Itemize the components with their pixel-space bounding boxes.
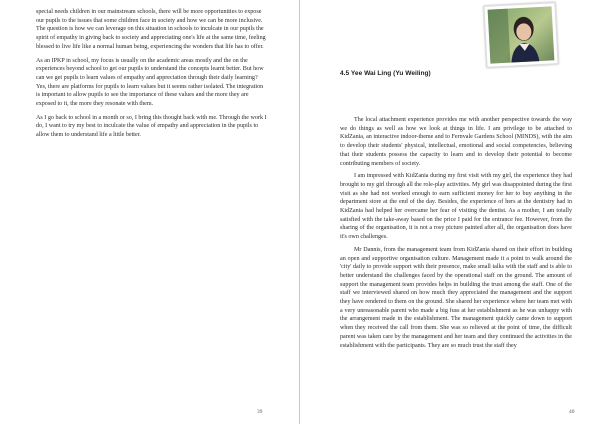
section-heading: 4.5 Yee Wai Ling (Yu Weiling) <box>340 70 431 77</box>
left-page-number: 39 <box>257 409 263 415</box>
right-paragraph-3: Mr Dannis, from the management team from KidZania shared on their effort in building an open and supportive organisation culture. Management made it a point to walk around the 'city' daily to provide support with their presence, make small talks with the staff and is able to better understand the challenges faced by the operational staff on the ground. The amount of support the management team provides helps in building the trust among the staff. One of the staff we interviewed shared on how much they appreciated the management and the support they have rendered to them on the ground. She shared her experience where her team met with a very unreasonable parent who made a big fuss at her establishment as he was unhappy with the arrangement made in the establishment. The management quickly came down to support when they received the call from them. She was so relieved at the point of time, the difficult parent was taken care by the management and her team and they continued the activities in the establishment with the participants. They are so much trust the staff they <box>340 246 572 349</box>
left-paragraph-3: As I go back to school in a month or so, I bring this thought back with me. Through the work I do, I want to try my best to inculcate the value of empathy and appreciation in the pupils to allow them to understand life a little better. <box>36 114 267 139</box>
left-page-text <box>36 8 268 145</box>
page-gutter <box>299 0 300 424</box>
portrait-photo-graphic <box>484 3 557 67</box>
left-page <box>0 0 296 424</box>
left-paragraph-1: special needs children in our mainstream schools, there will be more opportunities to expose our pupils to the issues that some children face in society and how we can be more inclusive. The question is how we can leverage on this situation in schools to inculcate in our pupils the spirit of empathy in giving back to society and appreciating one's life at the same time, feeling blessed to live life like a normal human being, experiencing the wonders that life has to offer. <box>36 9 266 50</box>
right-page-text <box>340 116 572 354</box>
left-paragraph-2: As an IPKP in school, my focus is usually on the academic areas mostly and the on the experiences beyond school to get our pupils to understand the concepts learnt better. But how can we get pupils to learn values of empathy and appreciation through their daily learning? Yes, there are platforms for pupils to learn values but it seems rather isolated. The integration is important to allow pupils to see the importance of these values and the more they are exposed to it, the more they resonate with them. <box>36 57 264 108</box>
right-paragraph-2: I am impressed with KidZania during my first visit with my girl, the experience they had brought to my girl through all the role-play activities. My girl was disappointed during the first visit as she had not worked enough to earn sufficient money for her to buy anything in the department store at the end of the day. Besides, the experience of hers at the dentistry had in KidZania had helped her overcame her fear of visiting the dentist. As a mother, I am totally satisfied with the take-away based on the price I paid for the entrance fee. However, from the sharing of the organisation, it is not a rosy picture painted after all, the organisation does have it's own challenges. <box>340 173 572 241</box>
right-page-number: 40 <box>569 409 575 415</box>
portrait-photo-icon <box>483 2 558 68</box>
right-page <box>304 0 600 424</box>
right-paragraph-1: The local attachment experience provides me with another perspective towards the way we do things as well as how we look at things in life. I am privilege to be attached to KidZania, an interactive indoor-theme and to Fernvale Gardens School (MINDS), with the aim to develop their students' physical, intellectual, emotional and social competencies, believing that their students possess the capacity to learn and to develop their potential to become contributing members of society. <box>340 117 572 167</box>
